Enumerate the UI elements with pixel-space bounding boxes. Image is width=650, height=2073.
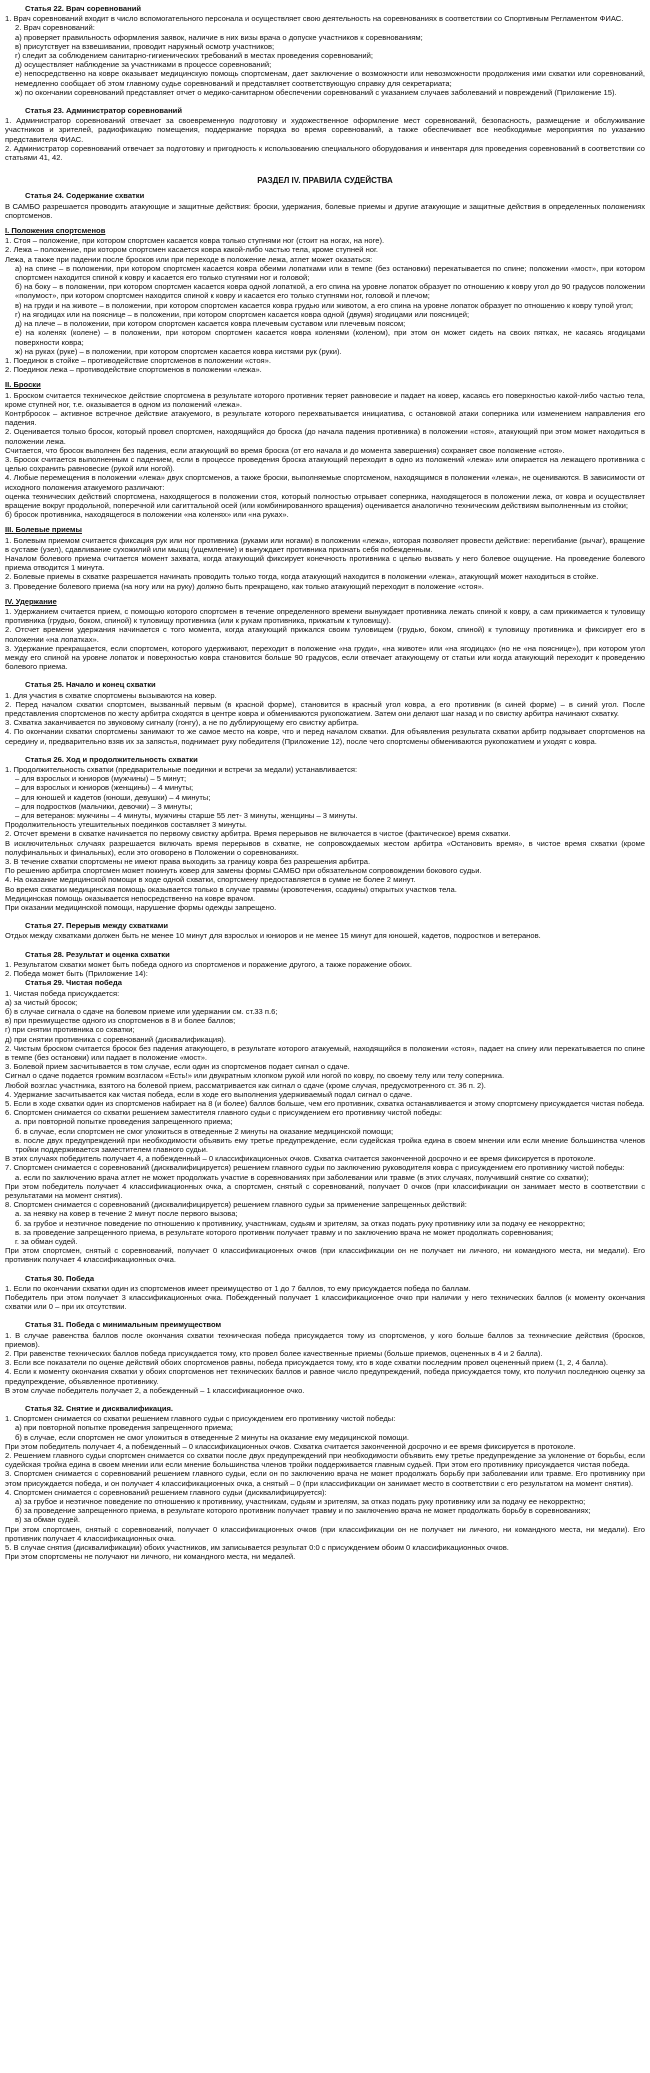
paragraph: 1. Спортсмен снимается со схватки решением главного судьи с присуждением его противнику чистой победы: (5, 1414, 396, 1424)
paragraph: 2. Оценивается только бросок, который провел спортсмен, находящийся до броска (до начала падения противника) в положении «стоя», атакующий при этом может находиться в положении лежа. (5, 427, 645, 446)
article-25-title: Статья 25. Начало и конец схватки (25, 680, 156, 690)
paragraph: 3. Проведение болевого приема (на ногу или на руку) должно быть прекращено, как только атакующий переходит в положение «стоя». (5, 581, 484, 591)
list-item: – для взрослых и юниоров (мужчины) – 5 минут; (15, 774, 187, 784)
paragraph: При этом спортсмен, снятый с соревнований, получает 0 классификационных очков (при классификации он не получает ни личного, ни командного места, ни медали). Его противник получает 4 классификационных очка. (5, 1246, 645, 1265)
list-item: д) осуществляет наблюдение за участниками в процессе соревнований; (15, 60, 272, 70)
paragraph: 2. Болевые приемы в схватке разрешается начинать проводить только тогда, когда атакующий находится в положении «лежа», атакующий может находиться в стойке. (5, 572, 599, 582)
paragraph: Сигнал о сдаче подается громким возгласом «Есть!» или двукратным хлопком рукой или ногой по ковру, по своему телу или телу соперника. (5, 1071, 505, 1081)
paragraph: 7. Спортсмен снимается с соревнований (дисквалифицируется) решением главного судьи по заключению руководителя ковра с присуждением его противнику чистой победы: (5, 1163, 625, 1173)
subsection-body (5, 236, 645, 374)
list-item: е) непосредственно на ковре оказывает медицинскую помощь спортсменам, дает заключение о возможности или невозможности продолжения ими схватки или соревнований, немедленно сообщает об этом главному судье соревнований и представляет соответствующую справку для секретариата; (15, 69, 645, 88)
paragraph: В этих случаях победитель получает 4, а побежденный – 0 классификационных очков. Схватка считается законченной досрочно и ее время фиксируется в протоколе. (5, 1154, 596, 1164)
list-item: – для подростков (мальчики, девочки) – 3 минуты; (15, 801, 193, 811)
paragraph: 2. Решением главного судьи спортсмен снимается со схватки после двух предупреждений при необходимости объявить ему третье предупреждение за уклонение от борьбы, если судейская тройка едина в своем мнении или если мнение большинства членов тройки поддерживается главным судьей. При этом его противнику присуждается чистая победа. (5, 1451, 645, 1470)
paragraph: 5. В случае снятия (дисквалификации) обоих участников, им записывается результат 0:0 с присуждением обоим 0 классификационных очков. (5, 1543, 509, 1553)
list-item: – для ветеранов: мужчины – 4 минуты, мужчины старше 55 лет- 3 минуты, женщины – 3 минуты. (15, 811, 358, 821)
paragraph: 4. Спортсмен снимается с соревнований решением главного судьи (дисквалифицируется): (5, 1487, 327, 1497)
article-28-title: Статья 28. Результат и оценка схватки (25, 949, 170, 959)
paragraph: Продолжительность утешительных поединков составляет 3 минуты. (5, 820, 247, 830)
article-27-title: Статья 27. Перерыв между схватками (25, 921, 169, 931)
paragraph: 2. Чистым броском считается бросок без падения атакующего, в результате которого атакуемый, находящийся в положении «стоя», падает на спину или перекатывается по спине в темпе (без остановки) или падает в положение «мост». (5, 1043, 645, 1062)
list-item: а) за чистый бросок; (5, 997, 78, 1007)
paragraph: 3. Болевой прием засчитывается в том случае, если один из спортсменов подает сигнал о сдаче. (5, 1062, 350, 1072)
paragraph: Во время схватки медицинская помощь оказывается только в случае травмы (кровотечения, ссадины) открытых участков тела. (5, 884, 457, 894)
paragraph: 4. По окончании схватки спортсмены занимают то же самое место на ковре, что и перед началом схватки. Для объявления результата схватки арбитр подзывает спортсменов на середину и, предварительно взяв их за запястья, поднимает руку победителя (Приложение 12), после чего спортсмены обмениваются рукопожатием и уходят с ковра. (5, 727, 645, 746)
article-25-body (5, 691, 645, 746)
paragraph: Лежа, а также при падении после бросков или при переходе в положение лежа, атлет может оказаться: (5, 254, 373, 264)
paragraph: Контрбросок – активное встречное действие атакуемого, в результате которого перехватывается инициатива, с остановкой атаки соперника или изменением направления его падения. (5, 408, 645, 428)
list-item: а) на спине – в положении, при котором спортсмен касается ковра обеими лопатками или в темпе (без остановки) перекатывается по спине; положении «мост», при котором спортсмен находится спиной к ковру и касается его только ступнями ног и головой; (15, 263, 645, 283)
subsection-title: IV. Удержание (5, 596, 57, 606)
paragraph: 1. В случае равенства баллов после окончания схватки техническая победа присуждается тому из спортсменов, у кого больше баллов за технические действия (бросков, приемов). (5, 1330, 645, 1349)
paragraph: 2. При равенстве технических баллов победа присуждается тому, кто провел более качественные приемы (больше приемов, оцененных в 4 и 2 балла). (5, 1349, 543, 1359)
paragraph: 2. Лежа – положение, при котором спортсмен касается ковра какой-либо частью тела, кроме ступней ног. (5, 245, 378, 255)
paragraph: 1. Если по окончании схватки один из спортсменов имеет преимущество от 1 до 7 баллов, то ему присуждается победа по баллам. (5, 1283, 471, 1293)
article-28-body (5, 960, 645, 978)
paragraph: По решению арбитра спортсмен может покинуть ковер для замены формы САМБО при обязательном сопровождении бокового судьи. (5, 866, 482, 876)
paragraph: Считается, что бросок выполнен без падения, если атакующий во время броска (от его начала и до момента завершения) сохраняет свое положение «стоя». (5, 445, 565, 455)
paragraph: При этом спортсмен, снятый с соревнований, получает 0 классификационных очков (при классификации он не получает ни личного, ни командного места, ни медали). Его противник получает 4 классификационных очка. (5, 1524, 645, 1543)
paragraph: 2. Отсчет времени в схватке начинается по первому свистку арбитра. Время перерывов не включается в чистое (фактическое) время схватки. (5, 829, 511, 839)
paragraph: 2. Перед началом схватки спортсмен, вызванный первым (в красной форме), становится в красный угол ковра, а его противник (в синей форме) – в синий угол. После представления спортсменов по жесту арбитра сходятся в центре ковра и обмениваются рукопожатием. Затем они делают шаг назад и по свистку арбитра начинают схватку. (5, 699, 645, 719)
list-item: е) на коленях (колене) – в положении, при котором спортсмен касается ковра коленями (коленом), при этом он может сидеть на своих пятках, не касаясь ягодицами поверхности ковра; (15, 328, 645, 347)
paragraph: 2. Администратор соревнований отвечает за подготовку и пригодность к использованию специального оборудования и инвентаря для проведения соревнований в соответствии со статьями 41, 42. (5, 143, 645, 163)
article-23-title: Статья 23. Администратор соревнований (25, 106, 183, 116)
list-item: в) на груди и на животе – в положении, при котором спортсмен касается ковра грудью или животом, а его спина на уровне лопаток образует по отношению к ковру тупой угол; (15, 300, 634, 310)
list-item: б) в случае, если спортсмен не смог уложиться в отведенные 2 минуты на оказание ему медицинской помощи. (15, 1432, 409, 1442)
paragraph: При этом победитель получает 4, а побежденный – 0 классификационных очков. Схватка считается законченной досрочно и ее время фиксируется в протоколе. (5, 1441, 576, 1451)
paragraph: 1. Администратор соревнований отвечает за своевременную подготовку и художественное оформление мест соревнований, безопасность, размещение и обслуживание участников и зрителей, радиофикацию помещения, поддержание порядка во время соревнований, а также обеспечивает все необходимые мероприятия по указанию представителя ФИАС. (5, 116, 645, 144)
list-item: г) следит за соблюдением санитарно-гигиенических требований в местах проведения соревнований; (15, 51, 373, 61)
paragraph: Отдых между схватками должен быть не менее 10 минут для взрослых и юниоров и не менее 15 минут для юношей, кадетов, подростков и ветеранов. (5, 931, 541, 941)
paragraph: В САМБО разрешается проводить атакующие и защитные действия: броски, удержания, болевые приемы и другие атакующие и защитные действия в определенных положениях спортсменов. (5, 201, 645, 220)
list-item: г. за обман судей. (15, 1236, 78, 1246)
chapter-title: РАЗДЕЛ IV. ПРАВИЛА СУДЕЙСТВА (257, 176, 393, 186)
paragraph: 1. Болевым приемом считается фиксация рук или ног противника (руками или ногами) в положении «лежа», которая позволяет провести действие: перегибание (рычаг), вращение в суставе (узел), сдавливание сухожилий или мышц (ущемление) и вынуждает противника признать себя побежденным. (5, 535, 645, 554)
paragraph: 3. Если все показатели по оценке действий обоих спортсменов равны, победа присуждается тому, кто в ходе схватки последним провел оцененный прием (1, 2, 4 балла). (5, 1358, 608, 1368)
paragraph: Началом болевого приема считается момент захвата, когда атакующий фиксирует конечность противника с целью вызвать у него болевое ощущение. На проведение болевого приема отводится 1 минута. (5, 553, 645, 573)
list-item: а) при повторной попытке проведения запрещенного приема; (15, 1423, 233, 1433)
article-30-body (5, 1284, 645, 1312)
paragraph: 1. Чистая победа присуждается: (5, 988, 120, 998)
paragraph: 8. Спортсмен снимается с соревнований (дисквалифицируется) решением главного судьи за применение запрещенных действий: (5, 1200, 467, 1210)
list-item: в. за проведение запрещенного приема, в результате которого противник получает травму и по заключению врача не может продолжать соревнования; (15, 1227, 554, 1237)
article-26-body (5, 765, 645, 912)
list-item: – для юношей и кадетов (юноши, девушки) – 4 минуты; (15, 792, 211, 802)
paragraph: В исключительных случаях разрешается включать время перерывов в схватке, не сопровождаемых жестом арбитра «Остановить время», в чистое время схватки (кроме полуфинальных и финальных), если это оговорено в Положении о соревнованиях. (5, 838, 645, 857)
list-item: б) за проведение запрещенного приема, в результате которого противник получает травму и по заключению врача не может продолжать борьбу в соревнованиях; (15, 1506, 591, 1516)
paragraph: 3. Схватка заканчивается по звуковому сигналу (гонгу), а не по дублирующему его свистку арбитра. (5, 718, 359, 728)
subsection-body (5, 607, 645, 671)
list-item: а. если по заключению врача атлет не может продолжать участие в соревнованиях при заболевании или травме (в этих случаях, получивший снятие со схватки); (15, 1172, 589, 1182)
article-29-title: Статья 29. Чистая победа (25, 978, 122, 988)
paragraph: 1. Броском считается техническое действие спортсмена в результате которого противник теряет равновесие и падает на ковер, касаясь его поверхностью какой-либо частью тела, кроме ступней ног, т.е. оказывается в одном из положений «лежа». (5, 390, 645, 409)
article-22-title: Статья 22. Врач соревнований (25, 4, 142, 13)
article-30-title: Статья 30. Победа (25, 1273, 95, 1283)
article-26-title: Статья 26. Ход и продолжительность схватки (25, 754, 198, 764)
paragraph: 2. Поединок лежа – противодействие спортсменов в положении «лежа». (5, 365, 262, 375)
paragraph: Любой возглас участника, взятого на болевой прием, рассматривается как сигнал о сдаче (кроме случая, предусмотренного ст. 36 п. 2). (5, 1080, 486, 1090)
subsection-title: II. Броски (5, 380, 41, 390)
paragraph: 1. Стоя – положение, при котором спортсмен касается ковра только ступнями ног (стоит на ногах, на ноге). (5, 236, 385, 246)
paragraph: В этом случае победитель получает 2, а побежденный – 1 классификационное очко. (5, 1385, 305, 1395)
paragraph: При этом победитель получает 4 классификационных очка, а спортсмен, снятый с соревнований, получает 0 очков (при классификации он занимает место в соответствии с результатами на момент снятия). (5, 1181, 645, 1200)
list-item: а. при повторной попытке проведения запрещенного приема; (15, 1117, 233, 1127)
paragraph: Медицинская помощь оказывается непосредственно на ковре врачом. (5, 893, 256, 903)
list-item: ж) на руках (руке) – в положении, при котором спортсмен касается ковра кистями рук (руки). (15, 346, 342, 356)
article-31-title: Статья 31. Победа с минимальным преимуществом (25, 1320, 222, 1330)
article-32-body (5, 1414, 645, 1561)
list-item: ж) по окончании соревнований представляет отчет о медико-санитарном обеспечении соревнований с указанием случаев заболеваний и повреждений (Приложение 15). (15, 87, 617, 97)
paragraph: 4. Любые перемещения в положении «лежа» двух спортсменов, а также броски, выполняемые спортсменом, находящимся в положении «лежа», не оцениваются. В зависимости от исходного положения атакуемого различают: (5, 473, 645, 492)
subsection-body (5, 391, 645, 520)
paragraph: 3. Бросок считается выполненным с падением, если в процессе проведения броска атакующий переходит в одно из положений «лежа» или опирается на лежащего противника с целью сохранить равновесие (рукой или ногой). (5, 454, 645, 474)
list-item: б. за грубое и неэтичное поведение по отношению к противнику, участникам, судьям и зрителям, за отказ подать руку противнику или за подачу ее некорректно; (15, 1218, 585, 1228)
list-item: в) за обман судей. (15, 1515, 80, 1525)
paragraph: 1. Для участия в схватке спортсмены вызываются на ковер. (5, 690, 217, 700)
article-31-body (5, 1331, 645, 1395)
paragraph: 4. Удержание засчитывается как чистая победа, если в ходе его выполнения удерживаемый подал сигнал о сдаче. (5, 1089, 413, 1099)
list-item: а) проверяет правильность оформления заявок, наличие в них визы врача о допуске участников к соревнованиям; (15, 32, 423, 42)
list-item: б) в случае сигнала о сдаче на болевом приеме или удержании см. ст.33 п.6; (5, 1006, 278, 1016)
list-item: б. в случае, если спортсмен не смог уложиться в отведенные 2 минуты на оказание медицинской помощи; (15, 1126, 394, 1136)
article-23-body (5, 116, 645, 162)
list-item: в) при преимуществе одного из спортсменов в 8 и более баллов; (5, 1016, 236, 1026)
article-29-body (5, 989, 645, 1265)
list-item: а) за грубое и неэтичное поведение по отношению к противнику, участникам, судьям и зрителям, за отказ подать руку противнику или за подачу ее некорректно; (15, 1497, 586, 1507)
paragraph: 2. Отсчет времени удержания начинается с того момента, когда атакующий прижался своим туловищем (грудью, боком, спиной) к туловищу противника и фиксирует его в положении «на лопатках». (5, 625, 645, 644)
paragraph: 1. Врач соревнований входит в число вспомогательного персонала и осуществляет свою деятельность на соревнованиях в соответствии со Спортивным Регламентом ФИАС. (5, 14, 624, 24)
paragraph: При этом спортсмены не получают ни личного, ни командного места, ни медалей. (5, 1552, 296, 1562)
paragraph: оценка технических действий спортсмена, находящегося в положении стоя, который полностью отрывает соперника, находящегося в положении лежа, от ковра и осуществляет вращение вокруг продольной, поперечной или сагиттальной осей (или комбинированного вращения) оценивается аналогично техническим действиям выполненным из стойки; (5, 491, 645, 510)
paragraph: 1. Поединок в стойке – противодействие спортсменов в положении «стоя». (5, 355, 271, 365)
paragraph: 6. Спортсмен снимается со схватки решением заместителя главного судьи с присуждением его противнику чистой победы: (5, 1108, 442, 1118)
list-item: д) при снятии противника с соревнований (дисквалификация). (5, 1034, 226, 1044)
paragraph: 3. Спортсмен снимается с соревнований решением главного судьи, если он по заключению врача не может продолжать борьбу при заболевании или травме. Его противнику при этом присуждается победа, и он получает 4 классификационных очка, а снятый – 0 (при классификации он занимает место в соответствии с его результатом на момент снятия). (5, 1469, 645, 1488)
list-item: г) на ягодицах или на пояснице – в положении, при котором спортсмен касается ковра одной (двумя) ягодицами или поясницей; (15, 309, 470, 319)
list-item: а. за неявку на ковер в течение 2 минут после первого вызова; (15, 1209, 238, 1219)
paragraph: 4. На оказание медицинской помощи в ходе одной схватки, спортсмену предоставляется в сумме не более 2 минут. (5, 875, 416, 885)
document-page (5, 0, 645, 1561)
paragraph: 1. Удержанием считается прием, с помощью которого спортсмен в течение определенного времени вынуждает противника лежать спиной к ковру, а сам прижимается к туловищу противника (грудью, боком, спиной) к туловищу противника (или к рукам противника, прижатым к туловищу). (5, 606, 645, 626)
paragraph: При оказании медицинской помощи, нарушение формы одежды запрещено. (5, 903, 277, 913)
list-item: д) на плече – в положении, при котором спортсмен касается ковра плечевым суставом или плечевым поясом; (15, 319, 406, 329)
paragraph: Победитель при этом получает 3 классификационных очка. Побежденный получает 1 классификационное очко при наличии у него технических баллов (к моменту окончания схватки или 0 – при их отсутствии. (5, 1293, 645, 1312)
list-item: – для взрослых и юниоров (женщины) – 4 минуты; (15, 783, 194, 793)
list-item: г) при снятии противника со схватки; (5, 1025, 135, 1035)
paragraph: 1. Результатом схватки может быть победа одного из спортсменов и поражение другого, а также поражение обоих. (5, 959, 412, 969)
paragraph: 2. Победа может быть (Приложение 14): (5, 969, 148, 979)
list-item: б) на боку – в положении, при котором спортсмен касается ковра одной лопаткой, а его спина на уровне лопаток образует по отношению к ковру угол до 90 градусов положении «полумост», при котором спортсмен находится спиной к ковру и касается его только ступнями ног, головой и плечом; (15, 282, 645, 301)
article-32-title: Статья 32. Снятие и дисквалификация. (25, 1404, 174, 1414)
paragraph: б) бросок противника, находящегося в положении «на коленях» или «на руках». (5, 510, 289, 520)
subsection-title: III. Болевые приемы (5, 525, 83, 535)
list-item: в) присутствует на взвешивании, проводит наружный осмотр участников; (15, 41, 275, 51)
paragraph: 1. Продолжительность схватки (предварительные поединки и встречи за медали) устанавливается: (5, 765, 358, 775)
paragraph: 3. В течение схватки спортсмены не имеют права выходить за границу ковра без разрешения арбитра. (5, 857, 371, 867)
subsection-title: I. Положения спортсменов (5, 226, 106, 236)
paragraph: 4. Если к моменту окончания схватки у обоих спортсменов нет технических баллов и равное число предупреждений, победа присуждается тому, кто получил последнюю оценку за предупреждение, объявленное противнику. (5, 1367, 645, 1386)
paragraph: 5. Если в ходе схватки один из спортсменов набирает на 8 (и более) баллов больше, чем его противник, схватка останавливается и этому спортсмену присуждается чистая победа. (5, 1098, 645, 1108)
article-24-title: Статья 24. Содержание схватки (25, 191, 145, 201)
article-22-body (5, 14, 645, 97)
paragraph: 3. Удержание прекращается, если спортсмен, которого удерживают, переходит в положение «на груди», «на животе» или «на ягодицах» (но не «на пояснице»), при котором угол между его спиной на уровне лопаток и поверхностью ковра становится больше 90 градусов, если отвечает атакующему от статьи или когда атакующий переходит к проведению болевого приема. (5, 643, 645, 672)
subsection-body (5, 536, 645, 591)
list-item: в. после двух предупреждений при необходимости объявить ему третье предупреждение, если судейская тройка едина в своем мнении или если мнение большинства членов тройки поддерживается заместителем главного судьи. (15, 1135, 645, 1154)
paragraph: 2. Врач соревнований: (15, 23, 95, 33)
